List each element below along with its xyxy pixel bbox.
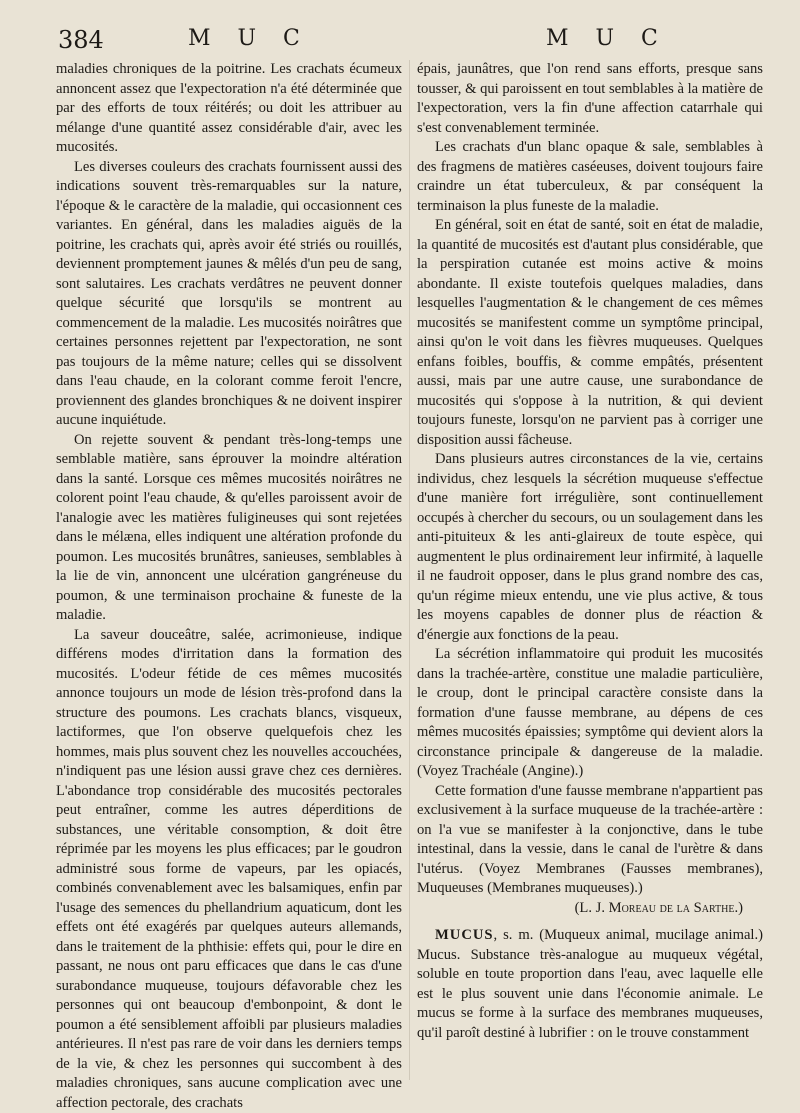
right-column: [417, 60, 763, 1085]
author-signature: (L. J. Moreau de la Sarthe.): [417, 899, 743, 919]
paragraph: Les diverses couleurs des crachats fournissent aussi des indications souvent très-remarquables sur la nature, l'époque & le caractère de la maladie, qui occasionnent ces variantes. En général, dans les maladies aiguës de la poitrine, les crachats qui, après avoir été striés ou rouillés, deviennent promptement jaunes & mêlés d'un peu de sang, sont salutaires. Les crachats verdâtres ne peuvent donner quelque sécurité que lorsqu'ils se montrent au commencement de la maladie. Les mucosités noirâtres que certaines personnes rejettent par l'expectoration, ne sont pas toujours de la même nature; celles qui se dissolvent dans l'eau chaude, en la colorant comme feroit l'encre, proviennent des glandes bronchiques & ne doivent inspirer aucune inquiétude.: [56, 158, 402, 431]
paragraph: Les crachats d'un blanc opaque & sale, semblables à des fragmens de matières caséeuses, doivent toujours faire craindre un état tuberculeux, & par conséquent la terminaison la plus funeste de la maladie.: [417, 138, 763, 216]
page-number: 384: [58, 26, 104, 54]
running-head-right: M U C: [546, 26, 668, 51]
paragraph: On rejette souvent & pendant très-long-temps une semblable matière, sans éprouver la moindre altération dans la santé. Lorsque ces mêmes mucosités noirâtres ne colorent point l'eau chaude, & qu'elles paroissent avoir de l'analogie avec les matières fuligineuses qui sont rejetées dans le mélæna, elles indiquent une altération profonde du poumon. Les mucosités brunâtres, sanieuses, semblables à la lie de vin, annoncent une ulcération gangréneuse du poumon, & une terminaison prochaine & funeste de la maladie.: [56, 431, 402, 626]
paragraph: En général, soit en état de santé, soit en état de maladie, la quantité de mucosités est d'autant plus considérable, que la perspiration cutanée est moins active & moins abondante. Il existe toutefois quelques maladies, dans lesquelles l'augmentation & le changement de ces mêmes mucosités se manifestent comme un symptôme principal, ainsi qu'on le voit dans les fièvres muqueuses. Quelques enfans foibles, bouffis, & comme empâtés, présentent aussi, mais par une autre cause, une surabondance de mucosités qui s'oppose à la nutrition, & qui devient toujours funeste, lorsqu'on ne parvient pas à corriger une disposition aussi fâcheuse.: [417, 216, 763, 450]
entry-headword: MUCUS: [435, 927, 494, 943]
paragraph: La saveur douceâtre, salée, acrimonieuse, indique différens modes d'irritation dans la formation des mucosités. L'odeur fétide de ces mêmes mucosités annonce toujours un mode de lésion très-profond dans la structure des poumons. Les crachats blancs, visqueux, lactiformes, que l'on observe quelquefois chez les hommes, mais plus souvent chez les nouvelles accouchées, n'indiquent pas une lésion aussi grave chez ces dernières. L'abondance trop considérable des mucosités pectorales peut entraîner, comme les autres déperditions de substances, une véritable consomption, & doit être réprimée par les moyens les plus efficaces; par le goudron administré sous forme de vapeurs, par les opiacés, combinés convenablement avec les balsamiques, enfin par l'usage des semences du phellandrium aquaticum, dont les effets ont été exagérés par quelques auteurs allemands, dans le traitement de la phthisie: effets qui, pour le dire en passant, ne nous ont paru efficaces que dans le cas d'une surabondance muqueuse, toujours défavorable chez les personnes qui ont beaucoup d'embonpoint, & dont le poumon a été sensiblement affoibli par plusieurs maladies antérieures. Il n'est pas rare de voir dans les derniers temps de la vie, & chez les personnes qui succombent à des maladies chroniques, sans aucune complication avec une affection pectorale, des crachats: [56, 626, 402, 1113]
entry-text: , s. m. (Muqueux animal, mucilage animal.) Mucus. Substance très-analogue au muqueux végétal, soluble en toute proportion dans l'eau, avec laquelle elle est le plus souvent unie dans l'économie animale. Le mucus se forme à la surface des membranes muqueuses, qu'il paroît destiné à lubrifier : on le trouve constamment: [417, 927, 763, 1041]
page-header: [0, 26, 800, 56]
paragraph: La sécrétion inflammatoire qui produit les mucosités dans la trachée-artère, constitue une maladie particulière, le croup, dont le principal caractère consiste dans la formation d'une fausse membrane, au dépens de ces mêmes mucosités épaissies; symptôme qui devient alors la circonstance principale & dangereuse de la maladie. (Voyez Trachéale (Angine).): [417, 645, 763, 782]
paragraph: Dans plusieurs autres circonstances de la vie, certains individus, chez lesquels la sécrétion muqueuse s'effectue d'une manière fort irrégulière, sont continuellement occupés à chercher du secours, ou un soulagement dans les anti-pituiteux & les anti-glaireux de toute espèce, qui augmentent le plus ordinairement leur infirmité, à laquelle il ne faudroit opposer, dans le plus grand nombre des cas, qu'un régime mieux entendu, une vie plus active, & tous les moyens capables de donner plus de réaction & d'énergie aux fonctions de la peau.: [417, 450, 763, 645]
paragraph: maladies chroniques de la poitrine. Les crachats écumeux annoncent assez que l'expectoration n'a été déterminée que par des efforts de toux réitérés; ou doit les attribuer au mélange d'une quantité assez considérable d'air, avec les mucosités.: [56, 60, 402, 158]
left-column: [56, 60, 402, 1085]
paragraph: épais, jaunâtres, que l'on rend sans efforts, presque sans tousser, & qui paroissent en tout semblables à la matière de l'expectoration, vers la fin d'une affection catarrhale qui s'est convenablement terminée.: [417, 60, 763, 138]
paragraph: Cette formation d'une fausse membrane n'appartient pas exclusivement à la surface muqueuse de la trachée-artère : on l'a vue se manifester à la conjonctive, dans le tube intestinal, dans la vessie, dans le canal de l'urètre & dans l'utérus. (Voyez Membranes (Fausses membranes), Muqueuses (Membranes muqueuses).): [417, 782, 763, 899]
column-divider: [409, 60, 410, 1080]
running-head-left: M U C: [188, 26, 310, 51]
dictionary-entry: [417, 926, 763, 1043]
